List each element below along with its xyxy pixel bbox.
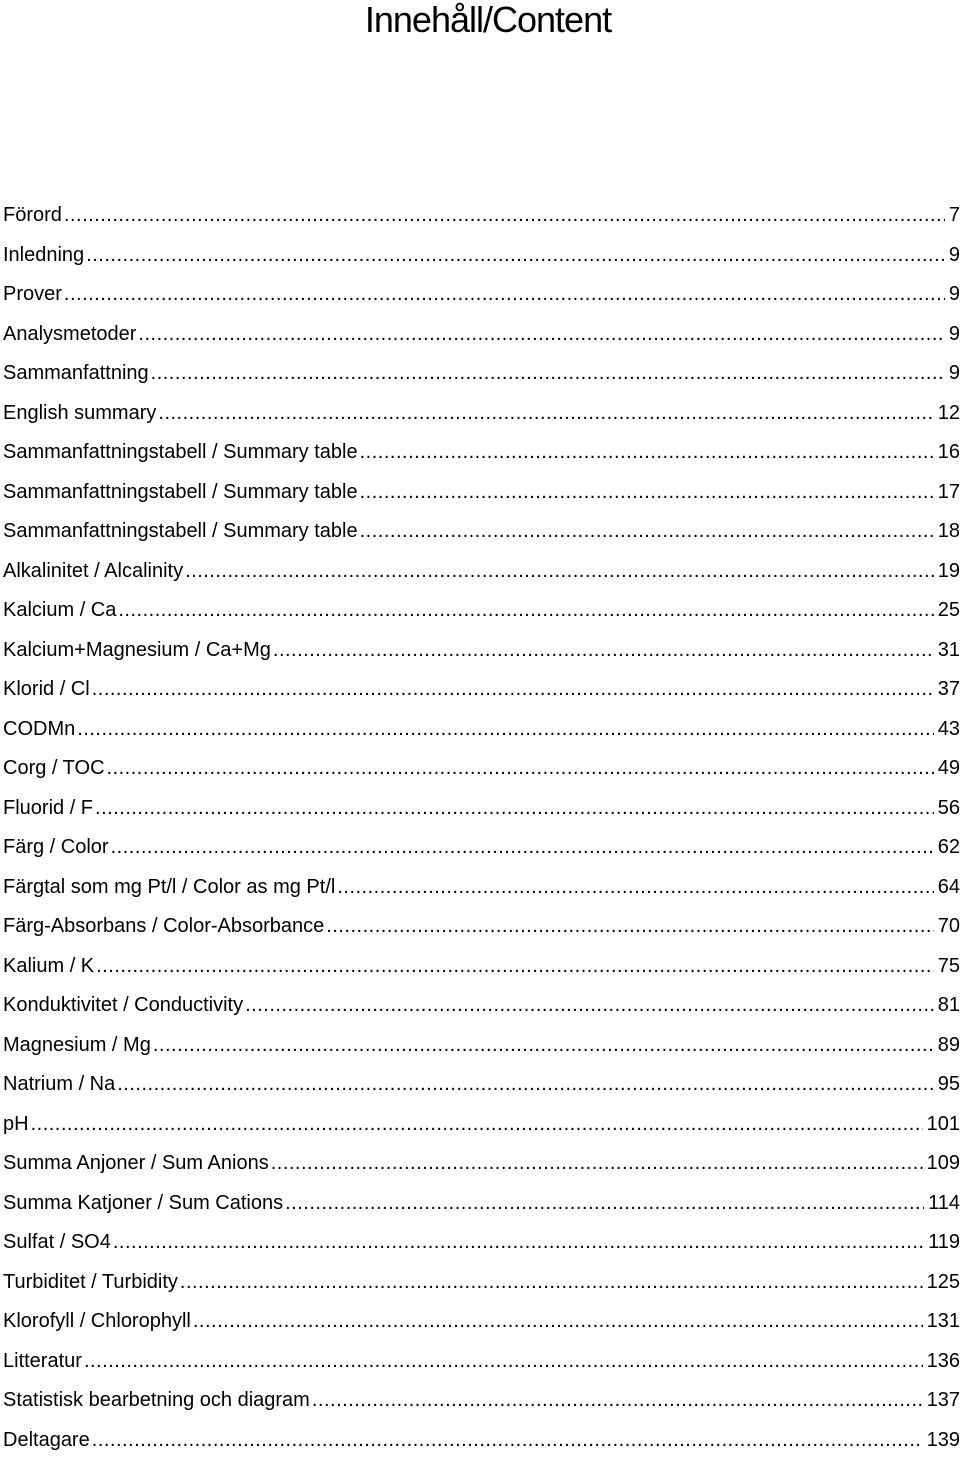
toc-dot-leader	[153, 1026, 934, 1066]
toc-dot-leader	[337, 868, 933, 908]
toc-entry-page-number: 9	[949, 275, 960, 315]
toc-entry[interactable]	[3, 947, 960, 987]
toc-entry[interactable]	[3, 196, 960, 236]
toc-entry[interactable]	[3, 828, 960, 868]
toc-entry-label: Sammanfattningstabell / Summary table	[3, 512, 358, 552]
toc-entry-page-number: 125	[927, 1263, 960, 1303]
toc-entry[interactable]	[3, 1105, 960, 1145]
toc-entry-page-number: 70	[938, 907, 960, 947]
toc-entry-label: Kalium / K	[3, 947, 94, 987]
toc-entry-label: Magnesium / Mg	[3, 1026, 151, 1066]
toc-entry[interactable]	[3, 1144, 960, 1184]
toc-entry-page-number: 25	[938, 591, 960, 631]
toc-entry[interactable]	[3, 789, 960, 829]
toc-entry-label: Summa Anjoner / Sum Anions	[3, 1144, 269, 1184]
toc-entry[interactable]	[3, 1421, 960, 1460]
toc-dot-leader	[180, 1263, 923, 1303]
toc-dot-leader	[92, 1421, 923, 1460]
toc-entry-page-number: 95	[938, 1065, 960, 1105]
toc-entry-label: Corg / TOC	[3, 749, 105, 789]
toc-entry-label: Alkalinitet / Alcalinity	[3, 552, 183, 592]
toc-entry-page-number: 9	[949, 236, 960, 276]
toc-dot-leader	[271, 1144, 923, 1184]
toc-entry[interactable]	[3, 236, 960, 276]
toc-dot-leader	[245, 986, 934, 1026]
toc-dot-leader	[84, 1342, 923, 1382]
toc-entry-page-number: 9	[949, 354, 960, 394]
toc-dot-leader	[96, 947, 934, 987]
toc-entry-label: Inledning	[3, 236, 84, 276]
toc-entry[interactable]	[3, 986, 960, 1026]
toc-entry-label: English summary	[3, 394, 156, 434]
toc-entry[interactable]	[3, 670, 960, 710]
toc-entry[interactable]	[3, 394, 960, 434]
toc-dot-leader	[113, 1223, 924, 1263]
toc-entry-label: Klorid / Cl	[3, 670, 90, 710]
toc-dot-leader	[31, 1105, 923, 1145]
toc-entry-page-number: 18	[938, 512, 960, 552]
toc-entry[interactable]	[3, 433, 960, 473]
toc-entry-label: Statistisk bearbetning och diagram	[3, 1381, 310, 1421]
toc-entry-page-number: 119	[928, 1223, 960, 1263]
toc-dot-leader	[312, 1381, 923, 1421]
toc-entry-label: Summa Katjoner / Sum Cations	[3, 1184, 283, 1224]
toc-entry-label: Natrium / Na	[3, 1065, 115, 1105]
toc-entry-page-number: 64	[938, 868, 960, 908]
toc-entry[interactable]	[3, 868, 960, 908]
toc-dot-leader	[360, 473, 934, 513]
toc-entry-label: Fluorid / F	[3, 789, 93, 829]
toc-entry[interactable]	[3, 1302, 960, 1342]
toc-entry-label: Turbiditet / Turbidity	[3, 1263, 178, 1303]
toc-entry[interactable]	[3, 1263, 960, 1303]
toc-entry-page-number: 56	[938, 789, 960, 829]
toc-dot-leader	[86, 236, 945, 276]
toc-entry-label: pH	[3, 1105, 29, 1145]
toc-entry-label: Prover	[3, 275, 62, 315]
toc-entry[interactable]	[3, 1223, 960, 1263]
toc-entry-page-number: 139	[927, 1421, 960, 1460]
toc-dot-leader	[273, 631, 934, 671]
toc-entry-page-number: 81	[938, 986, 960, 1026]
toc-entry-page-number: 43	[938, 710, 960, 750]
toc-entry-page-number: 62	[938, 828, 960, 868]
toc-entry-label: Färg / Color	[3, 828, 109, 868]
toc-entry-page-number: 137	[927, 1381, 960, 1421]
toc-dot-leader	[360, 433, 934, 473]
toc-dot-leader	[92, 670, 934, 710]
toc-entry-label: Sammanfattning	[3, 354, 149, 394]
toc-dot-leader	[117, 1065, 934, 1105]
toc-dot-leader	[118, 591, 933, 631]
toc-entry-label: Kalcium+Magnesium / Ca+Mg	[3, 631, 271, 671]
toc-entry-page-number: 12	[938, 394, 960, 434]
toc-entry-page-number: 19	[938, 552, 960, 592]
toc-entry-label: Litteratur	[3, 1342, 82, 1382]
toc-entry[interactable]	[3, 1342, 960, 1382]
toc-entry-page-number: 109	[927, 1144, 960, 1184]
toc-entry-page-number: 101	[927, 1105, 960, 1145]
toc-entry-label: Färgtal som mg Pt/l / Color as mg Pt/l	[3, 868, 335, 908]
toc-entry-label: Klorofyll / Chlorophyll	[3, 1302, 191, 1342]
toc-entry[interactable]	[3, 1184, 960, 1224]
table-of-contents	[3, 196, 960, 1460]
toc-entry[interactable]	[3, 1026, 960, 1066]
toc-entry-page-number: 89	[938, 1026, 960, 1066]
page-title: Innehåll/Content	[0, 0, 960, 40]
toc-dot-leader	[151, 354, 945, 394]
toc-entry-label: Analysmetoder	[3, 315, 136, 355]
toc-entry-label: Sammanfattningstabell / Summary table	[3, 433, 358, 473]
toc-entry[interactable]	[3, 591, 960, 631]
toc-entry-page-number: 75	[938, 947, 960, 987]
toc-entry[interactable]	[3, 552, 960, 592]
toc-entry-page-number: 7	[949, 196, 960, 236]
toc-entry-page-number: 37	[938, 670, 960, 710]
toc-entry[interactable]	[3, 275, 960, 315]
toc-entry[interactable]	[3, 473, 960, 513]
toc-dot-leader	[77, 710, 934, 750]
toc-entry-label: CODMn	[3, 710, 75, 750]
toc-entry[interactable]	[3, 354, 960, 394]
toc-entry[interactable]	[3, 1065, 960, 1105]
toc-entry[interactable]	[3, 1381, 960, 1421]
toc-dot-leader	[285, 1184, 924, 1224]
toc-entry-label: Färg-Absorbans / Color-Absorbance	[3, 907, 324, 947]
toc-entry[interactable]	[3, 749, 960, 789]
toc-dot-leader	[185, 552, 934, 592]
toc-dot-leader	[64, 196, 945, 236]
toc-dot-leader	[107, 749, 934, 789]
toc-entry-label: Förord	[3, 196, 62, 236]
toc-entry-label: Kalcium / Ca	[3, 591, 116, 631]
toc-dot-leader	[193, 1302, 923, 1342]
toc-entry[interactable]	[3, 710, 960, 750]
toc-entry[interactable]	[3, 631, 960, 671]
toc-entry-page-number: 17	[938, 473, 960, 513]
toc-entry-page-number: 16	[938, 433, 960, 473]
toc-entry-label: Sulfat / SO4	[3, 1223, 111, 1263]
toc-entry-page-number: 114	[928, 1184, 960, 1224]
toc-entry[interactable]	[3, 907, 960, 947]
toc-entry-page-number: 131	[927, 1302, 960, 1342]
toc-dot-leader	[326, 907, 933, 947]
toc-entry-label: Sammanfattningstabell / Summary table	[3, 473, 358, 513]
toc-entry-page-number: 9	[949, 315, 960, 355]
toc-entry-label: Deltagare	[3, 1421, 90, 1460]
toc-entry-page-number: 49	[938, 749, 960, 789]
toc-entry-label: Konduktivitet / Conductivity	[3, 986, 243, 1026]
toc-dot-leader	[95, 789, 934, 829]
toc-entry[interactable]	[3, 315, 960, 355]
toc-entry-page-number: 136	[927, 1342, 960, 1382]
toc-dot-leader	[158, 394, 933, 434]
toc-entry-page-number: 31	[938, 631, 960, 671]
toc-dot-leader	[64, 275, 945, 315]
toc-entry[interactable]	[3, 512, 960, 552]
toc-dot-leader	[360, 512, 934, 552]
toc-dot-leader	[111, 828, 934, 868]
toc-dot-leader	[138, 315, 944, 355]
